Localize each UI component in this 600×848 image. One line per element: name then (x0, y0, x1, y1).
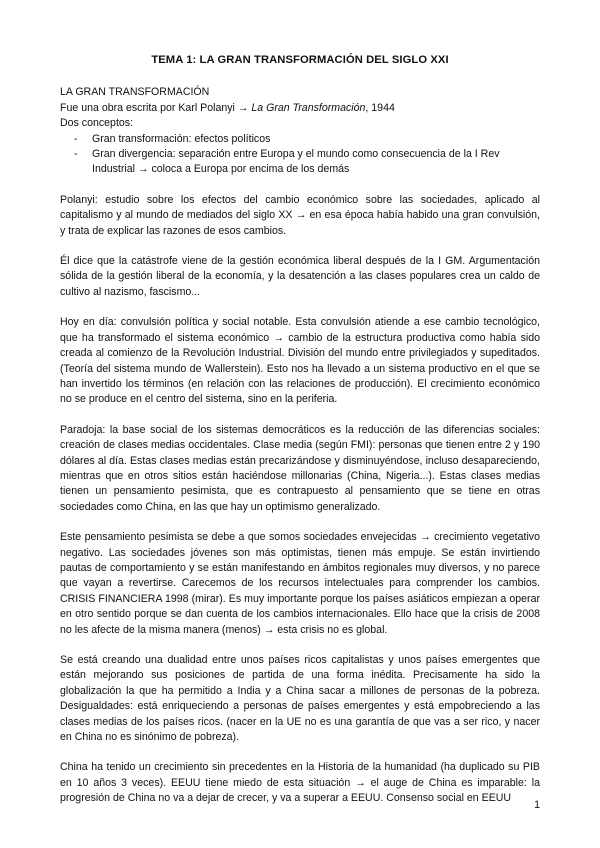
paragraph: Polanyi: estudio sobre los efectos del cambio económico sobre las sociedades, aplicado al capitalismo y al mundo de mediados del siglo XX → en esa época había habido una gran convulsión, y trata de explicar las razones de esos cambios. (60, 193, 540, 237)
concepts-label: Dos conceptos: (60, 117, 134, 130)
intro-suffix: , 1944 (365, 101, 395, 114)
concepts-list (60, 132, 540, 178)
list-dash: - (74, 148, 78, 161)
paragraph: Paradoja: la base social de los sistemas democráticos es la reducción de las diferencias sociales: creación de clases medias occidentales. Clase media (según FMI): personas que tienen entre 2 y 190 dólares al día. Estas clases medias están precarizándose y disminuyéndose, incluso desapareciendo, mientras que en otros sitios están haciéndose millonarias (China, Nigeria...). Estas clases medias tienen un pensamiento pesimista, que es contrapuesto al pensamiento que se tiene en otras sociedades como China, en las que hay un optimismo generalizado. (60, 423, 540, 513)
document-title: TEMA 1: LA GRAN TRANSFORMACIÓN DEL SIGLO XXI (151, 54, 449, 66)
document-body (60, 53, 540, 807)
concept-item (60, 147, 540, 178)
book-title: La Gran Transformación (251, 101, 366, 114)
intro-prefix: Fue una obra escrita por Karl Polanyi → (60, 101, 252, 114)
intro-line (60, 101, 540, 116)
subheading: LA GRAN TRANSFORMACIÓN (60, 86, 210, 99)
paragraph: China ha tenido un crecimiento sin precedentes en la Historia de la humanidad (ha duplicado su PIB en 10 años 3 veces). EEUU tiene miedo de esta situación → el auge de China es imparable: la progresión de China no va a dejar de crecer, y va a superar a EEUU. Consenso social en EEUU (60, 761, 540, 805)
paragraph: Este pensamiento pesimista se debe a que somos sociedades envejecidas → crecimiento vegetativo negativo. Las sociedades jóvenes son más optimistas, tienen más empuje. Se están invirtiendo pautas de comportamiento y se están manifestando en ámbitos regionales muy diversos, y no parece que vayan a revertirse. Carecemos de los recursos intelectuales para comprender los cambios. CRISIS FINANCIERA 1998 (mirar). Es muy importante porque los países asiáticos empiezan a operar en otro sentido porque se dan cuenta de los cambios internacionales. Ello hace que la crisis de 2008 no les afecte de la misma manera (menos) → esta crisis no es global. (60, 531, 540, 636)
list-dash: - (74, 132, 78, 145)
concept-text: Gran divergencia: separación entre Europa y el mundo como consecuencia de la I Rev Industrial → coloca a Europa por encima de los demás (92, 148, 500, 176)
paragraph: Hoy en día: convulsión política y social notable. Esta convulsión atiende a ese cambio tecnológico, que ha transformado el sistema económico → cambio de la estructura productiva como había sido creada al comienzo de la Revolución Industrial. División del mundo entre privilegiados y supeditados. (Teoría del sistema mundo de Wallerstein). Esto nos ha llevado a un sistema productivo en el que se han invertido los términos (en relación con las relaciones de producción). El crecimiento económico no se produce en el centro del sistema, sino en la periferia. (60, 316, 540, 406)
page-number: 1 (534, 799, 540, 811)
concept-text: Gran transformación: efectos políticos (92, 132, 271, 145)
paragraph: Él dice que la catástrofe viene de la gestión económica liberal después de la I GM. Argumentación sólida de la gestión liberal de la economía, y la desatención a las clases populares crea un caldo de cultivo al nazismo, fascismo... (60, 255, 540, 298)
paragraph: Se está creando una dualidad entre unos países ricos capitalistas y unos países emergentes que están mejorando sus posiciones de partida de una forma inédita. Precisamente ha sido la globalización la que ha permitido a India y a China sacar a millones de personas de la pobreza. Desigualdades: está enriqueciendo a personas de países emergentes y está empobreciendo a las clases medias de los países ricos. (nacer en la UE no es una garantía de que vas a ser rico, y nacer en China no es sinónimo de pobreza). (60, 654, 540, 744)
concept-item (60, 132, 540, 147)
